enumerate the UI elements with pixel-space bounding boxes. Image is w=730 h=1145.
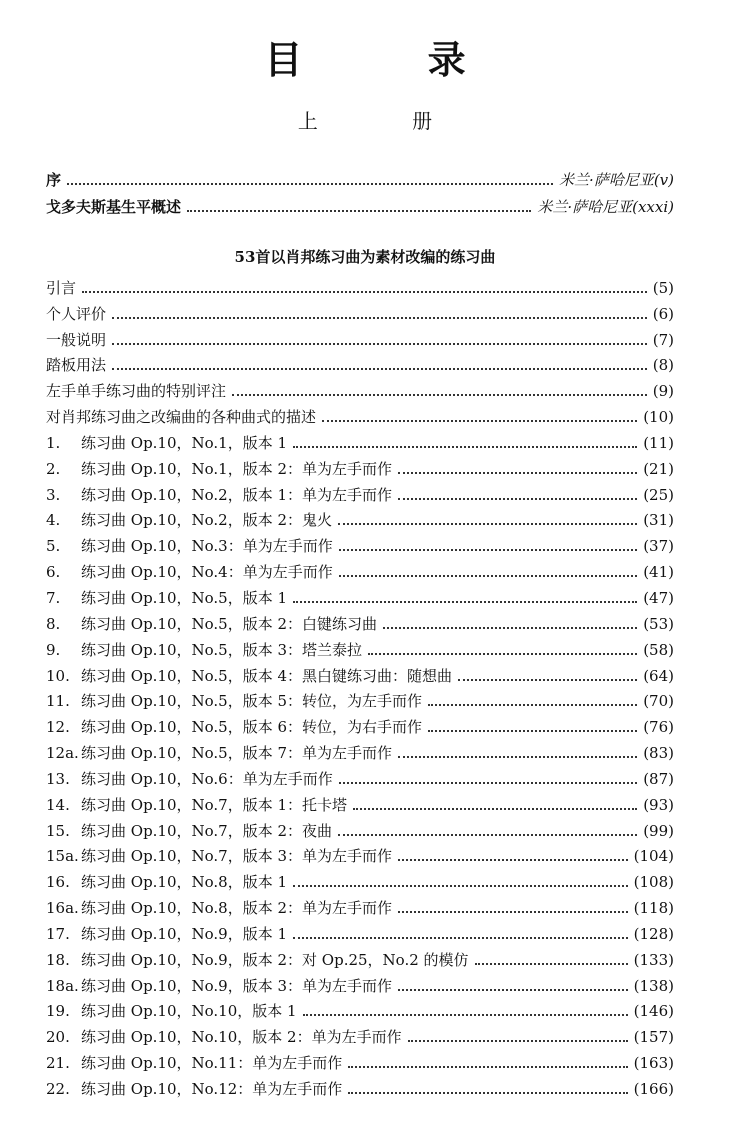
toc-entry-page: (93) [643,795,674,814]
dot-leader [232,394,647,396]
toc-entry-number: 16. [46,873,70,892]
toc-entry-title: 练习曲 Op.10，No.10，版本 2：单为左手而作 [81,1028,402,1047]
toc-entry-number: 15. [46,821,70,840]
toc-entry [46,763,674,789]
toc-entry-title: 练习曲 Op.10，No.3：单为左手而作 [81,537,333,556]
dot-leader [475,963,628,965]
front-matter-row [46,195,674,217]
toc-entry-page: (41) [643,563,674,582]
dot-leader [339,782,637,784]
dot-leader [408,1040,628,1042]
toc-entry [46,996,674,1022]
toc-entry-number: 22. [46,1080,70,1098]
toc-entry-page: (58) [643,640,674,659]
toc-entry-number: 1. [46,433,61,452]
toc-entry-page: (10) [643,408,674,427]
toc-entry-title: 练习曲 Op.10，No.5，版本 6：转位，为右手而作 [81,718,423,737]
toc-list [46,272,674,1099]
dot-leader [338,523,637,525]
dot-leader [348,1092,627,1094]
toc-entry [46,866,674,892]
toc-entry-number: 17. [46,924,70,943]
toc-entry-title: 练习曲 Op.10，No.2，版本 1：单为左手而作 [81,485,393,504]
toc-entry-number: 9. [46,640,61,659]
toc-entry [46,944,674,970]
toc-entry-title: 练习曲 Op.10，No.8，版本 2：单为左手而作 [81,899,393,918]
toc-entry-title: 练习曲 Op.10，No.9，版本 1 [81,924,288,943]
dot-leader [67,183,553,185]
toc-entry-page: (76) [643,718,674,737]
toc-entry-page: (83) [643,744,674,763]
toc-entry-title: 练习曲 Op.10，No.6：单为左手而作 [81,769,333,788]
toc-entry [46,634,674,660]
toc-entry-page: (9) [652,382,674,401]
toc-entry [46,1073,674,1099]
toc-entry [46,660,674,686]
toc-entry [46,272,674,298]
toc-entry-title: 练习曲 Op.10，No.8，版本 1 [81,873,288,892]
front-matter-label: 序 [46,171,62,189]
toc-entry [46,970,674,996]
toc-entry-number: 2. [46,459,61,478]
toc-entry-title: 练习曲 Op.10，No.1，版本 1 [81,433,288,452]
front-matter-label: 戈多夫斯基生平概述 [46,198,182,216]
front-matter-row [46,168,674,190]
toc-entry [46,427,674,453]
toc-entry-title: 练习曲 Op.10，No.10，版本 1 [81,1002,297,1021]
toc-entry-page: (31) [643,511,674,530]
dot-leader [398,911,628,913]
toc-entry [46,1021,674,1047]
toc-entry [46,892,674,918]
dot-leader [348,1066,627,1068]
toc-entry-page: (133) [633,950,674,969]
toc-entry-title: 对肖邦练习曲之改编曲的各种曲式的描述 [46,408,317,427]
dot-leader [339,549,637,551]
toc-entry-title: 个人评价 [46,304,107,323]
toc-entry-number: 7. [46,588,61,607]
toc-entry-title: 练习曲 Op.10，No.5，版本 1 [81,588,288,607]
toc-entry [46,582,674,608]
dot-leader [338,834,637,836]
toc-entry [46,918,674,944]
toc-entry-page: (146) [633,1002,674,1021]
toc-entry-page: (7) [652,330,674,349]
toc-entry-page: (21) [643,459,674,478]
dot-leader [428,730,637,732]
toc-entry [46,479,674,505]
toc-entry [46,1047,674,1073]
toc-entry-title: 练习曲 Op.10，No.9，版本 3：单为左手而作 [81,976,393,995]
toc-entry-title: 引言 [46,278,77,297]
dot-leader [322,420,637,422]
toc-entry [46,841,674,867]
page-title: 目 录 [264,37,522,82]
toc-entry-page: (25) [643,485,674,504]
toc-entry [46,298,674,324]
toc-entry-page: (99) [643,821,674,840]
toc-entry-title: 练习曲 Op.10，No.5，版本 3：塔兰泰拉 [81,640,363,659]
dot-leader [303,1014,628,1016]
toc-entry-title: 练习曲 Op.10，No.5，版本 7：单为左手而作 [81,744,393,763]
toc-entry [46,711,674,737]
toc-entry-title: 练习曲 Op.10，No.9，版本 2：对 Op.25，No.2 的模仿 [81,950,469,969]
toc-entry-number: 12. [46,718,70,737]
toc-entry [46,324,674,350]
toc-entry-number: 4. [46,511,61,530]
toc-entry-title: 练习曲 Op.10，No.5，版本 4：黑白键练习曲：随想曲 [81,666,453,685]
toc-entry-page: (8) [652,356,674,375]
toc-entry [46,350,674,376]
toc-entry-number: 15a. [46,847,79,866]
toc-entry [46,737,674,763]
toc-entry-number: 18a. [46,976,79,995]
toc-entry-page: (70) [643,692,674,711]
toc-entry [46,789,674,815]
front-matter-author: 米兰·萨哈尼亚(xxxi) [537,198,674,216]
toc-entry-title: 踏板用法 [46,356,107,375]
toc-entry-number: 8. [46,614,61,633]
toc-entry-page: (128) [633,924,674,943]
toc-entry-title: 一般说明 [46,330,107,349]
dot-leader [458,679,637,681]
dot-leader [293,937,628,939]
toc-entry-page: (118) [633,899,674,918]
dot-leader [293,601,637,603]
toc-entry-number: 20. [46,1028,70,1047]
dot-leader [353,808,637,810]
toc-entry [46,530,674,556]
toc-entry-number: 16a. [46,899,79,918]
toc-entry-title: 练习曲 Op.10，No.5，版本 2：白键练习曲 [81,614,378,633]
toc-entry-title: 练习曲 Op.10，No.7，版本 1：托卡塔 [81,795,348,814]
section-title: 53首以肖邦练习曲为素材改编的练习曲 [234,248,496,266]
toc-entry-page: (53) [643,614,674,633]
toc-entry [46,505,674,531]
toc-entry-title: 练习曲 Op.10，No.2，版本 2：鬼火 [81,511,333,530]
toc-entry [46,453,674,479]
toc-entry-page: (11) [643,433,674,452]
toc-entry-page: (138) [633,976,674,995]
dot-leader [398,989,628,991]
front-matter-author: 米兰·萨哈尼亚(v) [559,171,674,189]
toc-entry-number: 3. [46,485,61,504]
toc-entry-page: (5) [652,278,674,297]
toc-entry-title: 练习曲 Op.10，No.7，版本 3：单为左手而作 [81,847,393,866]
toc-entry [46,608,674,634]
dot-leader [428,704,637,706]
toc-entry-number: 5. [46,537,61,556]
toc-entry [46,401,674,427]
toc-entry-title: 左手单手练习曲的特别评注 [46,382,227,401]
toc-entry-number: 11. [46,692,70,711]
toc-entry [46,375,674,401]
toc-entry-page: (87) [643,769,674,788]
toc-entry [46,815,674,841]
dot-leader [112,368,647,370]
toc-entry-number: 18. [46,950,70,969]
dot-leader [398,498,637,500]
dot-leader [112,343,647,345]
toc-entry-number: 6. [46,563,61,582]
dot-leader [398,472,637,474]
toc-entry-page: (163) [633,1054,674,1073]
toc-entry-number: 21. [46,1054,70,1073]
toc-entry-page: (37) [643,537,674,556]
dot-leader [112,317,647,319]
toc-entry-title: 练习曲 Op.10，No.1，版本 2：单为左手而作 [81,459,393,478]
toc-entry-title: 练习曲 Op.10，No.11：单为左手而作 [81,1054,343,1073]
toc-entry-page: (104) [633,847,674,866]
dot-leader [293,885,628,887]
toc-entry-page: (6) [652,304,674,323]
volume-heading: 上 册 [297,109,477,133]
toc-entry-number: 13. [46,769,70,788]
dot-leader [293,446,637,448]
toc-entry-number: 14. [46,795,70,814]
dot-leader [368,653,637,655]
toc-entry-page: (166) [633,1080,674,1098]
dot-leader [82,291,647,293]
toc-entry [46,556,674,582]
toc-entry-page: (157) [633,1028,674,1047]
dot-leader [398,756,637,758]
dot-leader [187,210,531,212]
toc-entry-number: 12a. [46,744,79,763]
toc-entry-page: (64) [643,666,674,685]
toc-entry-title: 练习曲 Op.10，No.5，版本 5：转位，为左手而作 [81,692,423,711]
toc-entry [46,686,674,712]
dot-leader [398,859,628,861]
dot-leader [383,627,637,629]
toc-entry-title: 练习曲 Op.10，No.12：单为左手而作 [81,1080,343,1098]
toc-entry-title: 练习曲 Op.10，No.4：单为左手而作 [81,563,333,582]
toc-entry-title: 练习曲 Op.10，No.7，版本 2：夜曲 [81,821,333,840]
toc-entry-page: (47) [643,588,674,607]
toc-entry-number: 19. [46,1002,70,1021]
dot-leader [339,575,637,577]
toc-entry-page: (108) [633,873,674,892]
toc-entry-number: 10. [46,666,70,685]
